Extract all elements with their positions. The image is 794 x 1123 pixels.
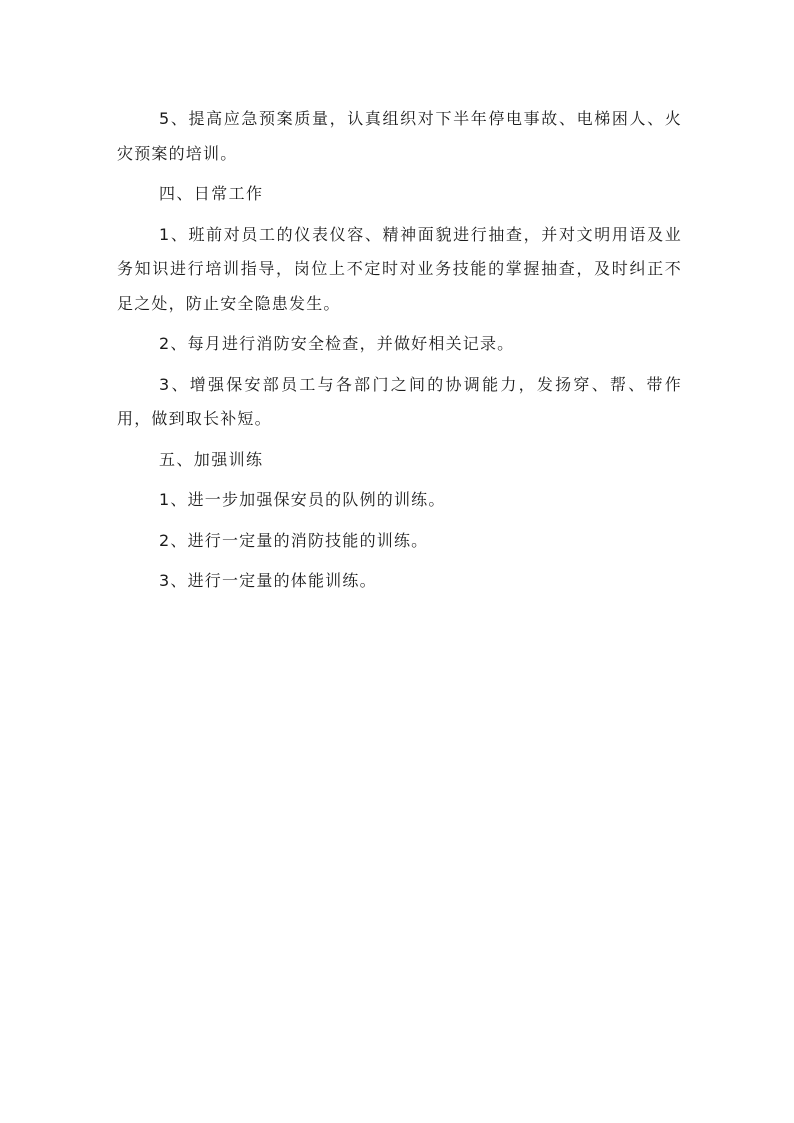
- paragraph-item-5-emergency-plans: 5、提高应急预案质量，认真组织对下半年停电事故、电梯困人、火灾预案的培训。: [117, 109, 682, 163]
- paragraph-daily-item-2: 2、每月进行消防安全检查，并做好相关记录。: [159, 334, 515, 353]
- paragraph-daily-item-1: 1、班前对员工的仪表仪容、精神面貌进行抽查，并对文明用语及业务知识进行培训指导，岗位上不定时对业务技能的掌握抽查，及时纠正不足之处，防止安全隐患发生。: [117, 224, 682, 313]
- section-heading-training: 五、加强训练: [159, 449, 264, 469]
- document-body: [117, 102, 682, 605]
- paragraph-training-item-1: 1、进一步加强保安员的队例的训练。: [159, 490, 446, 509]
- paragraph-daily-item-3: 3、增强保安部员工与各部门之间的协调能力，发扬穿、帮、带作用，做到取长补短。: [117, 374, 682, 428]
- section-heading-daily-work: 四、日常工作: [159, 184, 264, 203]
- paragraph-training-item-2: 2、进行一定量的消防技能的训练。: [159, 530, 429, 550]
- paragraph-training-item-3: 3、进行一定量的体能训练。: [159, 571, 377, 590]
